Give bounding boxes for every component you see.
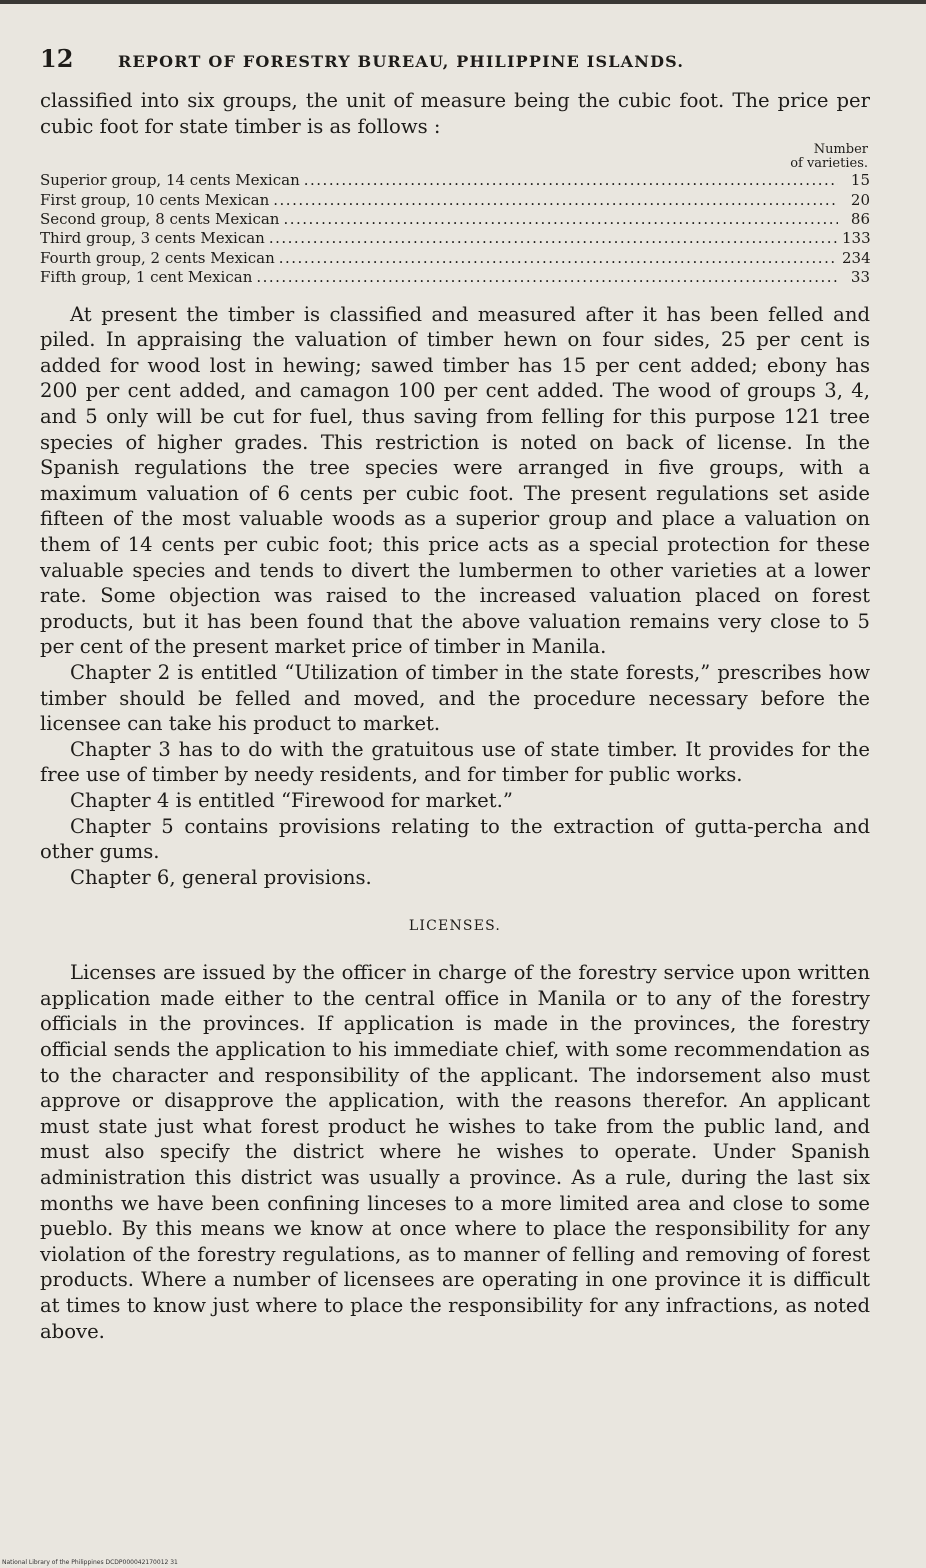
dot-leader <box>279 249 838 268</box>
page-number: 12 <box>40 44 74 73</box>
table-row <box>40 229 870 248</box>
row-label: Superior group, 14 cents Mexican <box>40 171 300 190</box>
footer-note: National Library of the Philippines DCDP000042170012 31 <box>2 1559 178 1566</box>
section-heading: LICENSES. <box>408 918 502 935</box>
table-row <box>40 210 870 229</box>
body-paragraph: Chapter 6, general provisions. <box>70 865 372 889</box>
row-label: Fourth group, 2 cents Mexican <box>40 248 275 267</box>
intro-paragraph: classified into six groups, the unit of measure being the cubic foot. The price per cubic foot for state timber is as follows : <box>40 89 870 138</box>
page-header <box>40 44 870 88</box>
body-paragraph: Chapter 4 is entitled “Firewood for market.” <box>70 788 513 812</box>
page <box>40 44 870 1344</box>
row-value: 33 <box>850 268 870 287</box>
table-row <box>40 268 870 287</box>
dot-leader <box>283 210 838 229</box>
table-row <box>40 171 870 190</box>
dot-leader <box>304 171 838 190</box>
price-table <box>40 143 870 287</box>
row-value: 20 <box>850 190 870 209</box>
row-value: 234 <box>842 248 871 267</box>
dot-leader <box>273 191 838 210</box>
row-value: 86 <box>850 210 870 228</box>
row-label: Second group, 8 cents Mexican <box>40 210 280 228</box>
row-value: 133 <box>842 229 871 248</box>
body-paragraph: Chapter 2 is entitled “Utilization of timber in the state forests,” prescribes how timber should be felled and moved, and the procedure necessary before the licensee can take his product to market. <box>40 660 870 736</box>
dot-leader <box>269 229 838 248</box>
dot-leader <box>256 268 838 287</box>
row-label: Third group, 3 cents Mexican <box>40 229 265 248</box>
column-header-2: of varieties. <box>790 156 868 172</box>
row-label: Fifth group, 1 cent Mexican <box>40 268 253 287</box>
row-label: First group, 10 cents Mexican <box>40 190 270 209</box>
body-paragraph: Chapter 5 contains provisions relating to the extraction of gutta-percha and other gums. <box>40 814 870 864</box>
row-value: 15 <box>850 171 870 190</box>
body-paragraph: Chapter 3 has to do with the gratuitous use of state timber. It provides for the free use of timber by needy residents, and for timber for public works. <box>40 737 870 787</box>
top-border <box>0 0 926 4</box>
column-header-1: Number <box>813 142 868 158</box>
body-paragraph: At present the timber is classified and measured after it has been felled and piled. In appraising the valuation of timber hewn on four sides, 25 per cent is added for wood lost in hewing; sawed timber has 15 per cent added; ebony has 200 per cent added, and camagon 100 per cent added. The wood of groups 3, 4, and 5 only will be cut for fuel, thus saving from felling for this purpose 121 tree species of higher grades. This restriction is noted on back of license. In the Spanish regulations the tree species were arranged in five groups, with a maximum valuation of 6 cents per cubic foot. The present regulations set aside fifteen of the most valuable woods as a superior group and place a valuation on them of 14 cents per cubic foot; this price acts as a special protection for these valuable species and tends to divert the lumbermen to other varieties at a lower rate. Some objection was raised to the increased valuation placed on forest products, but it has been found that the above valuation remains very close to 5 per cent of the present market price of timber in Manila. <box>40 302 870 659</box>
table-row <box>40 191 870 210</box>
table-row <box>40 249 870 268</box>
running-title: REPORT OF FORESTRY BUREAU, PHILIPPINE ISLANDS. <box>118 52 685 71</box>
licenses-paragraph: Licenses are issued by the officer in charge of the forestry service upon written application made either to the central office in Manila or to any of the forestry officials in the provinces. If application is made in the provinces, the forestry official sends the application to his immediate chief, with some recommendation as to the character and responsibility of the applicant. The indorsement also must approve or disapprove the application, with the reasons therefor. An applicant must state just what forest product he wishes to take from the public land, and must also specify the district where he wishes to operate. Under Spanish administration this district was usually a province. As a rule, during the last six months we have been confining linceses to a more limited area and close to some pueblo. By this means we know at once where to place the responsibility for any violation of the forestry regulations, as to manner of felling and removing of forest products. Where a number of licensees are operating in one province it is difficult at times to know just where to place the responsibility for any infractions, as noted above. <box>40 961 870 1343</box>
